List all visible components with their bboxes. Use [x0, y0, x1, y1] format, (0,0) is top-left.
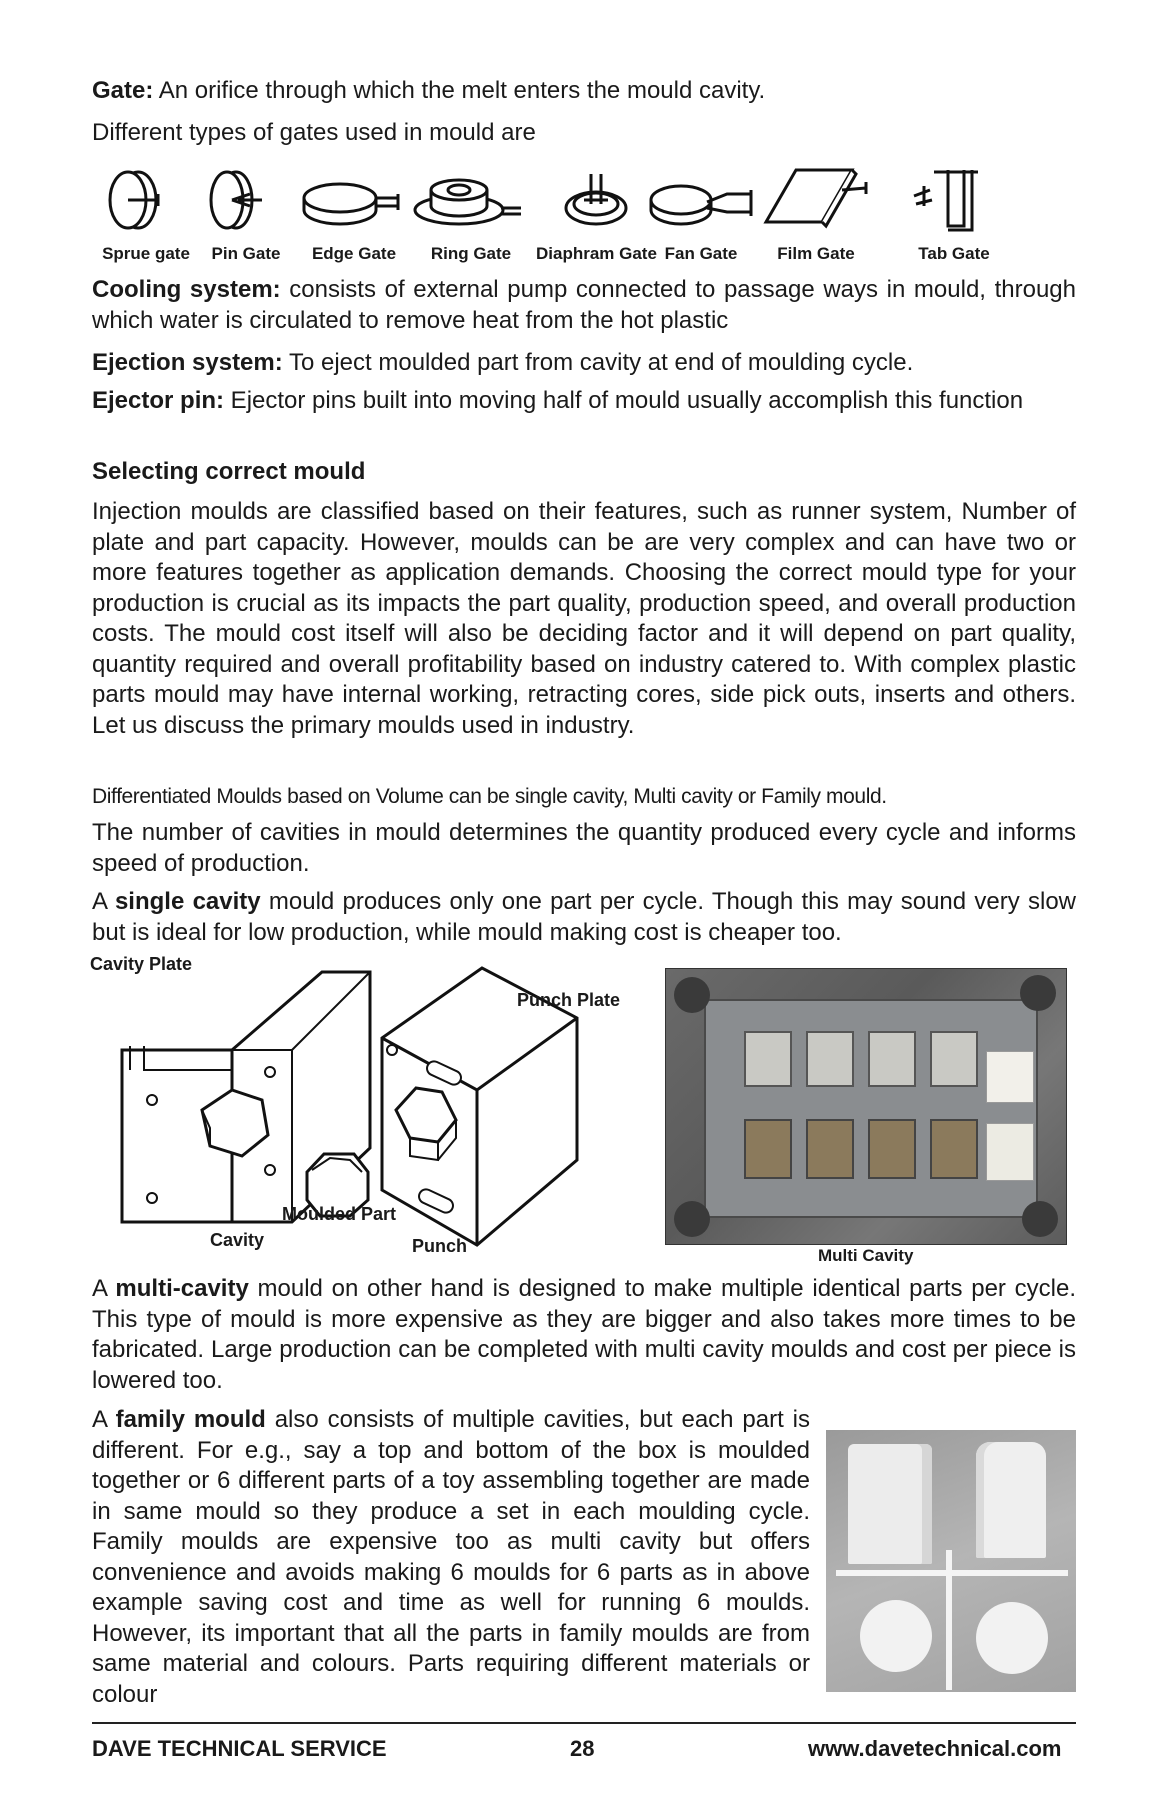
- guide-pillar: [674, 977, 710, 1013]
- punch-label: Punch: [412, 1236, 468, 1256]
- cooling-system-paragraph: [92, 275, 1076, 336]
- footer-publisher: DAVE TECHNICAL SERVICE: [92, 1736, 387, 1761]
- mould-diagram: [90, 954, 652, 1260]
- moulded-part-label: Moulded Part: [282, 1204, 397, 1224]
- fan-gate-icon: [641, 160, 761, 240]
- family-mould-text: also consists of multiple cavities, but each part is different. For e.g., say a top and bottom of the box is moulded together or 6 different parts of a toy assembling together are made in same mould so they produce a set in each moulding cycle. Family moulds are expensive too as multi cavity but offers convenience and avoids making 6 moulds for 6 parts as in above example saving cost and time as well for running 6 moulds. However, its important that all the parts in family moulds are from same material and colours. Parts requiring different materials or colour: [92, 1406, 810, 1708]
- multi-cavity-text: mould on other hand is designed to make multiple identical parts per cycle. This type of mould is more expensive as they are bigger and also takes more times to be fabricated. Large production can be completed with multi cavity moulds and cost per piece is lowered too.: [92, 1275, 1077, 1394]
- ejector-pin-definition: Ejector pins built into moving half of mould usually accomplish this function: [224, 387, 1024, 414]
- cavity-insert: [806, 1119, 854, 1179]
- moulded-part: [986, 1051, 1034, 1103]
- moulded-part: [986, 1123, 1034, 1181]
- single-cavity-text: mould produces only one part per cycle. Though this may sound very slow but is ideal for low production, while mould making cost is cheaper too.: [92, 888, 1076, 946]
- volume-paragraph: Differentiated Moulds based on Volume can be single cavity, Multi cavity or Family mould.: [92, 785, 887, 808]
- tab-gate-icon: [894, 160, 1014, 240]
- gate-label: Sprue gate: [102, 244, 190, 263]
- cavity-insert: [868, 1031, 916, 1087]
- runner: [836, 1570, 1068, 1576]
- gate-label: Film Gate: [777, 244, 855, 263]
- multi-cavity-caption: Multi Cavity: [818, 1246, 914, 1265]
- ejection-definition: To eject moulded part from cavity at end of moulding cycle.: [282, 349, 914, 376]
- diaphram-gate-icon: [536, 160, 656, 240]
- part-disc: [860, 1600, 932, 1672]
- family-mould-photo: [826, 1430, 1076, 1692]
- family-mould-paragraph: [92, 1405, 810, 1710]
- gate-label: Ring Gate: [430, 244, 512, 263]
- ejector-pin-paragraph: [92, 386, 1076, 417]
- gate-definition: [92, 76, 1076, 107]
- cavity-insert: [806, 1031, 854, 1087]
- page-number: 28: [570, 1736, 595, 1761]
- pin-gate-icon: [186, 160, 306, 240]
- runner: [946, 1550, 952, 1690]
- gate-label: Tab Gate: [918, 244, 990, 263]
- part-housing: [976, 1442, 1046, 1558]
- gate-item-pin: [186, 160, 306, 270]
- gate-item-fan: [641, 160, 761, 270]
- multi-cavity-photo: [665, 968, 1067, 1245]
- ring-gate-icon: [411, 160, 531, 240]
- part-housing: [848, 1444, 932, 1564]
- film-gate-icon: [756, 160, 876, 240]
- ejection-system-paragraph: [92, 348, 1076, 379]
- footer-rule: [92, 1722, 1076, 1724]
- multi-cavity-term: multi-cavity: [115, 1275, 249, 1302]
- gate-types-figure: [86, 160, 1086, 270]
- ejector-pin-term: Ejector pin:: [92, 387, 225, 414]
- cavities-paragraph: The number of cavities in mould determines the quantity produced every cycle and informs speed of production.: [92, 819, 1076, 877]
- cooling-term: Cooling system:: [92, 276, 281, 303]
- cavity-label: Cavity: [210, 1230, 265, 1250]
- ejection-term: Ejection system:: [92, 349, 283, 376]
- cavity-insert: [930, 1031, 978, 1087]
- family-mould-lead: A: [92, 1406, 116, 1433]
- gate-item-edge: [294, 160, 414, 270]
- cooling-definition: consists of external pump connected to passage ways in mould, through which water is circulated to remove heat from the hot plastic: [92, 276, 1076, 334]
- gate-label: Fan Gate: [664, 244, 738, 263]
- classification-paragraph: Injection moulds are classified based on their features, such as runner system, Number of plate and part capacity. However, moulds can be are very complex and can have two or more features together as application demands. Choosing the correct mould type for your production is crucial as its impacts the part quality, production speed, and overall production costs. The mould cost itself will also be deciding factor and it will depend on part quality, quantity required and overall profitability based on industry catered to. With complex plastic parts mould may have internal working, retracting cores, side pick outs, inserts and others. Let us discuss the primary moulds used in industry.: [92, 498, 1076, 739]
- guide-pillar: [1022, 1201, 1058, 1237]
- punch-plate-label: Punch Plate: [517, 990, 621, 1010]
- gate-label: Diaphram Gate: [536, 244, 657, 263]
- cavity-insert: [868, 1119, 916, 1179]
- gate-label: Edge Gate: [311, 244, 397, 263]
- gate-item-ring: [411, 160, 531, 270]
- multi-cavity-lead: A: [92, 1275, 116, 1302]
- footer-website: www.davetechnical.com: [808, 1736, 1062, 1761]
- edge-gate-icon: [294, 160, 414, 240]
- single-cavity-term: single cavity: [114, 888, 261, 915]
- cavity-insert: [744, 1031, 792, 1087]
- guide-pillar: [674, 1201, 710, 1237]
- gate-definition-text: An orifice through which the melt enters the mould cavity.: [153, 77, 766, 104]
- single-cavity-paragraph: [92, 887, 1076, 948]
- gate-label: Pin Gate: [211, 244, 281, 263]
- single-cavity-lead: A: [92, 888, 115, 915]
- multi-cavity-paragraph: [92, 1274, 1076, 1396]
- gate-types-intro: Different types of gates used in mould are: [92, 119, 536, 146]
- cavity-insert: [930, 1119, 978, 1179]
- part-disc: [976, 1602, 1048, 1674]
- guide-pillar: [1020, 975, 1056, 1011]
- gate-item-diaphram: [536, 160, 656, 270]
- cavity-plate-label: Cavity Plate: [90, 954, 193, 974]
- cavity-insert: [744, 1119, 792, 1179]
- gate-item-tab: [894, 160, 1014, 270]
- gate-term: Gate:: [92, 77, 154, 104]
- family-mould-term: family mould: [115, 1406, 266, 1433]
- gate-item-film: [756, 160, 876, 270]
- section-heading: Selecting correct mould: [92, 458, 366, 485]
